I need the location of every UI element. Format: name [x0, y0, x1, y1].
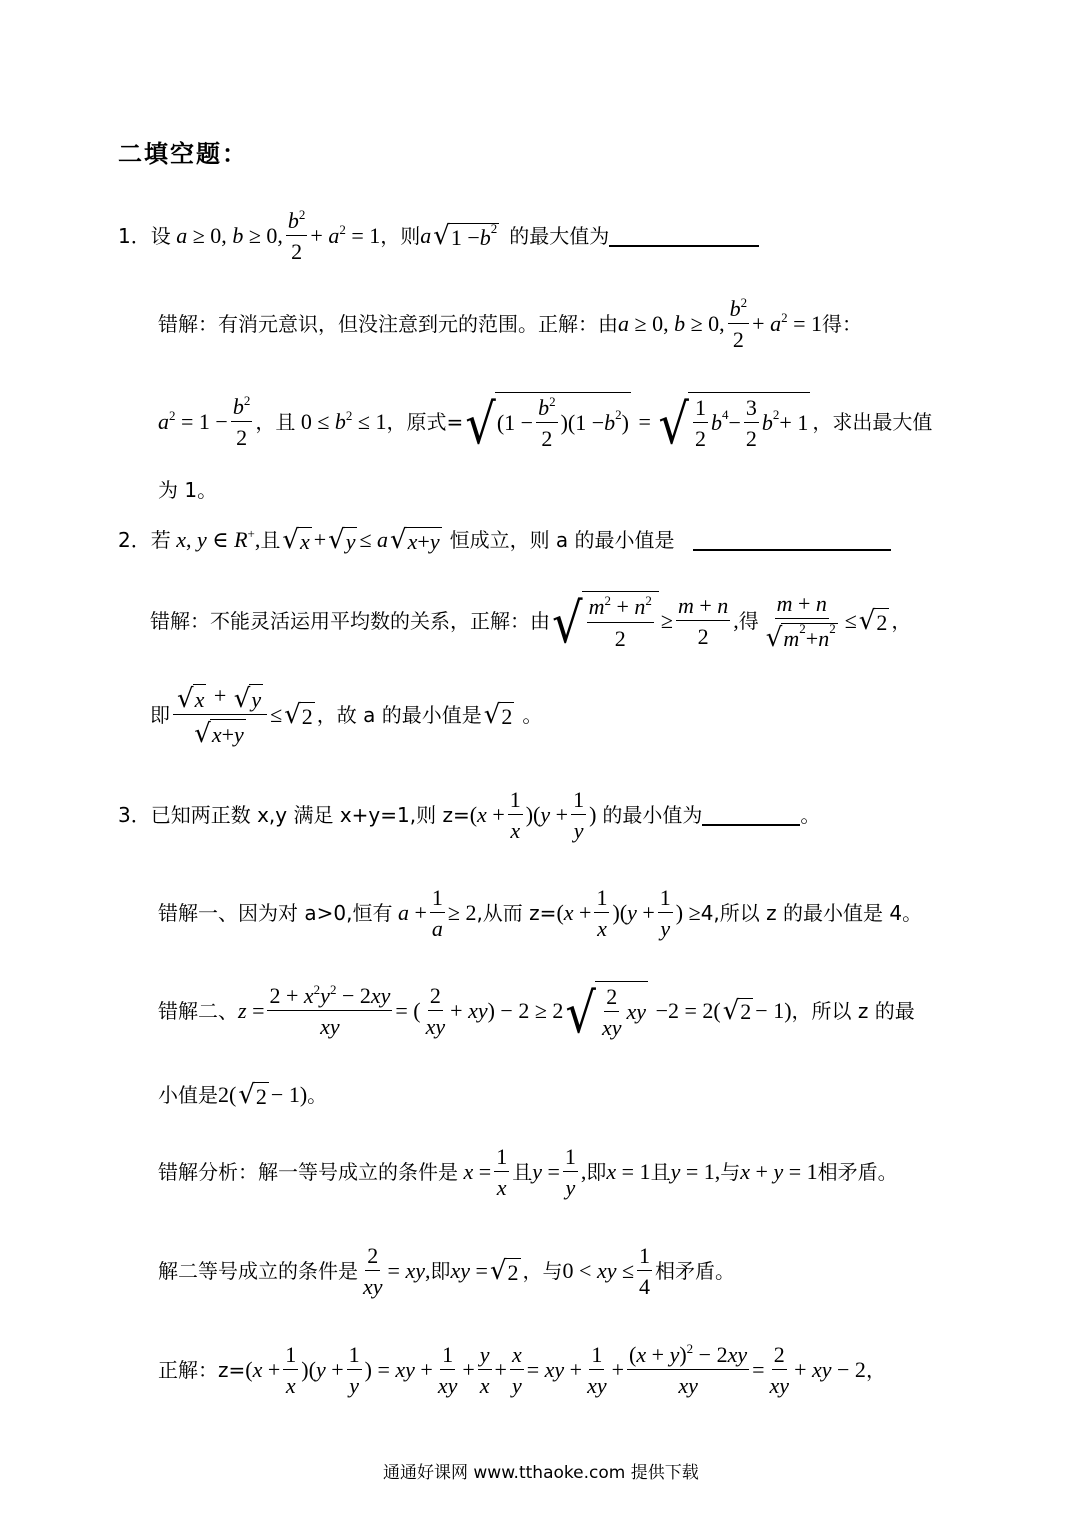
math-radical: √ 2: [238, 1080, 267, 1110]
math-fraction: $\frac{1}{x}$: [496, 1144, 508, 1201]
math-fraction: √ x + √ y √ x + y: [173, 683, 267, 747]
problem-1-solution-line-1: 错解：有消元意识，但没注意到元的范围。正解：由 a ≥ 0, b ≥ 0, $\frac{b^2}{2}$ + $a^2 = 1$ 得：: [158, 295, 862, 353]
section-heading: 二填空题：: [118, 140, 248, 168]
math-fraction: $\frac{1}{x}$: [285, 1342, 297, 1399]
problem-1-solution-line-2: $a^2 = 1$ − $\frac{b^2}{2}$ ，且 $0 \le b^2 \le 1$ ，原式= √ (1 − $\frac{b^2}{2}$ )(1 − b 2 ) = √ $\frac{1}{2}$ b 4 − $\frac{3}{2}$ b 2 + 1 ，求出最大值: [158, 391, 933, 457]
math-radical: √ 2: [489, 1256, 519, 1287]
math-radical: √ $\frac{2}{xy}$ xy: [565, 980, 647, 1046]
math-radical: √ x + y: [390, 525, 440, 555]
math-fraction: $\frac{y}{x}$: [479, 1342, 490, 1399]
math-expression: a ≥ 0, b ≥ 0,: [176, 223, 283, 249]
math-fraction: $\frac{1}{xy}$: [587, 1342, 607, 1399]
math-fraction: $\frac{1}{a}$: [431, 885, 443, 942]
math-fraction: $\frac{2 + x^2y^2 - 2xy}{xy}$: [269, 981, 391, 1039]
math-radical: √ $\frac{m^2 + n^2}{2}$: [552, 591, 659, 651]
math-fraction: $\frac{x}{y}$: [511, 1342, 522, 1399]
problem-3-correct-solution: 正解：z= (x + $\frac{1}{x}$ )(y + $\frac{1}{y}$ ) = xy + $\frac{1}{xy}$ + $\frac{y}{x}$ + $\frac{x}{y}$ = xy + $\frac{1}{xy}$ + $\frac{(x + y)^2 - 2xy}{xy}$ = $\frac{2}{xy}$ + xy − 2 ，: [158, 1341, 886, 1399]
problem-3-wrong-solution-2-cont: 小值是 2( √ 2 − 1) 。: [158, 1080, 328, 1110]
math-fraction: $\frac{1}{y}$: [564, 1144, 576, 1201]
math-fraction: $\frac{2}{xy}$: [425, 982, 446, 1039]
problem-3-analysis-1: 错解分析：解一等号成立的条件是 x = $\frac{1}{x}$ 且 y = $\frac{1}{y}$ , 即 x = 1 且 y = 1, 与 x + y = 1 相矛盾。: [158, 1144, 898, 1201]
answer-blank[interactable]: [693, 529, 891, 551]
math-radical: √ 2: [858, 606, 888, 637]
page-footer: 通通好课网 www.tthaoke.com 提供下载: [383, 1463, 699, 1483]
math-fraction: $\frac{1}{4}$: [639, 1243, 651, 1300]
math-fraction: $\frac{2}{xy}$: [769, 1342, 790, 1399]
math-fraction: $\frac{b^2}{2}$: [729, 295, 748, 353]
math-radical: √ 2: [483, 700, 513, 731]
math-radical: √ $\frac{1}{2}$ b 4 − $\frac{3}{2}$ b 2 + 1: [658, 391, 809, 457]
math-fraction: $\frac{b^2}{2}$: [232, 392, 251, 450]
problem-3-wrong-solution-2: 错解二、 z = $\frac{2 + x^2y^2 - 2xy}{xy}$ = ( $\frac{2}{xy}$ + xy) − 2 ≥ 2 √ $\frac{2}{xy}$ xy −2 = 2( √ 2 − 1) ，所以 z 的最: [158, 980, 915, 1046]
math-radical: √ y: [328, 525, 356, 555]
problem-3-wrong-solution-1: 错解一、因为对 a>0,恒有 a + $\frac{1}{a}$ ≥ 2 ,从而 z= (x + $\frac{1}{x}$ )(y + $\frac{1}{y}$ ) ≥ 4,所以 z 的最小值是 4。: [158, 885, 923, 942]
answer-blank[interactable]: [702, 804, 800, 826]
math-fraction: $\frac{2}{xy}$: [363, 1243, 383, 1300]
math-fraction: $\frac{1}{x}$: [596, 885, 608, 942]
math-fraction: $\frac{1}{x}$: [509, 787, 521, 844]
problem-1-solution-line-3: 为 1。: [158, 478, 218, 502]
math-radical: √ x: [282, 525, 310, 555]
math-fraction: $\frac{1}{y}$: [348, 1342, 360, 1399]
math-fraction: m + n √ m 2 + n 2: [765, 591, 836, 654]
math-radical: √ 2: [722, 995, 752, 1026]
problem-3-analysis-2: 解二等号成立的条件是 $\frac{2}{xy}$ = xy, 即 xy = √ 2 ，与 0 < xy ≤ $\frac{1}{4}$ 相矛盾。: [158, 1243, 736, 1300]
math-fraction: $\frac{b^2}{2}$: [287, 207, 306, 265]
problem-2-statement: 2． 若 x, y ∈ R+, 且 √ x + √ y ≤ a √ x + y 恒成立，则 a 的最小值是: [118, 527, 891, 553]
problem-2-solution-line-1: 错解：不能灵活运用平均数的关系，正解：由 √ $\frac{m^2 + n^2}{2}$ ≥ $\frac{m + n}{2}$ , 得 m + n √ m 2 + n 2 ≤ √ 2 ，: [150, 591, 912, 656]
problem-1-statement: 1． 设 a ≥ 0, b ≥ 0, $\frac{b^2}{2}$ + $a^2 = 1$ ，则 a √ 1 − b 2 的最大值为: [118, 208, 759, 265]
math-fraction: $\frac{1}{y}$: [573, 787, 585, 844]
math-fraction: $\frac{1}{y}$: [659, 885, 671, 942]
answer-blank[interactable]: [609, 225, 759, 247]
problem-2-solution-line-2: 即 √ x + √ y √ x + y ≤ √ 2 ，故 a 的最小值是 √ 2 。: [150, 683, 543, 750]
math-radical: √ 2: [284, 700, 313, 731]
math-fraction: $\frac{(x + y)^2 - 2xy}{xy}$: [629, 1341, 748, 1399]
math-fraction: $\frac{m + n}{2}$: [677, 592, 729, 650]
problem-3-statement: 3． 已知两正数 x,y 满足 x+y=1,则 z= (x + $\frac{1}{x}$ )(y + $\frac{1}{y}$ ) 的最小值为 。: [118, 787, 821, 844]
math-radical: √ (1 − $\frac{b^2}{2}$ )(1 − b 2 ): [465, 391, 629, 457]
math-radical: √ 1 − b 2: [433, 221, 498, 252]
math-fraction: $\frac{1}{xy}$: [437, 1342, 458, 1399]
